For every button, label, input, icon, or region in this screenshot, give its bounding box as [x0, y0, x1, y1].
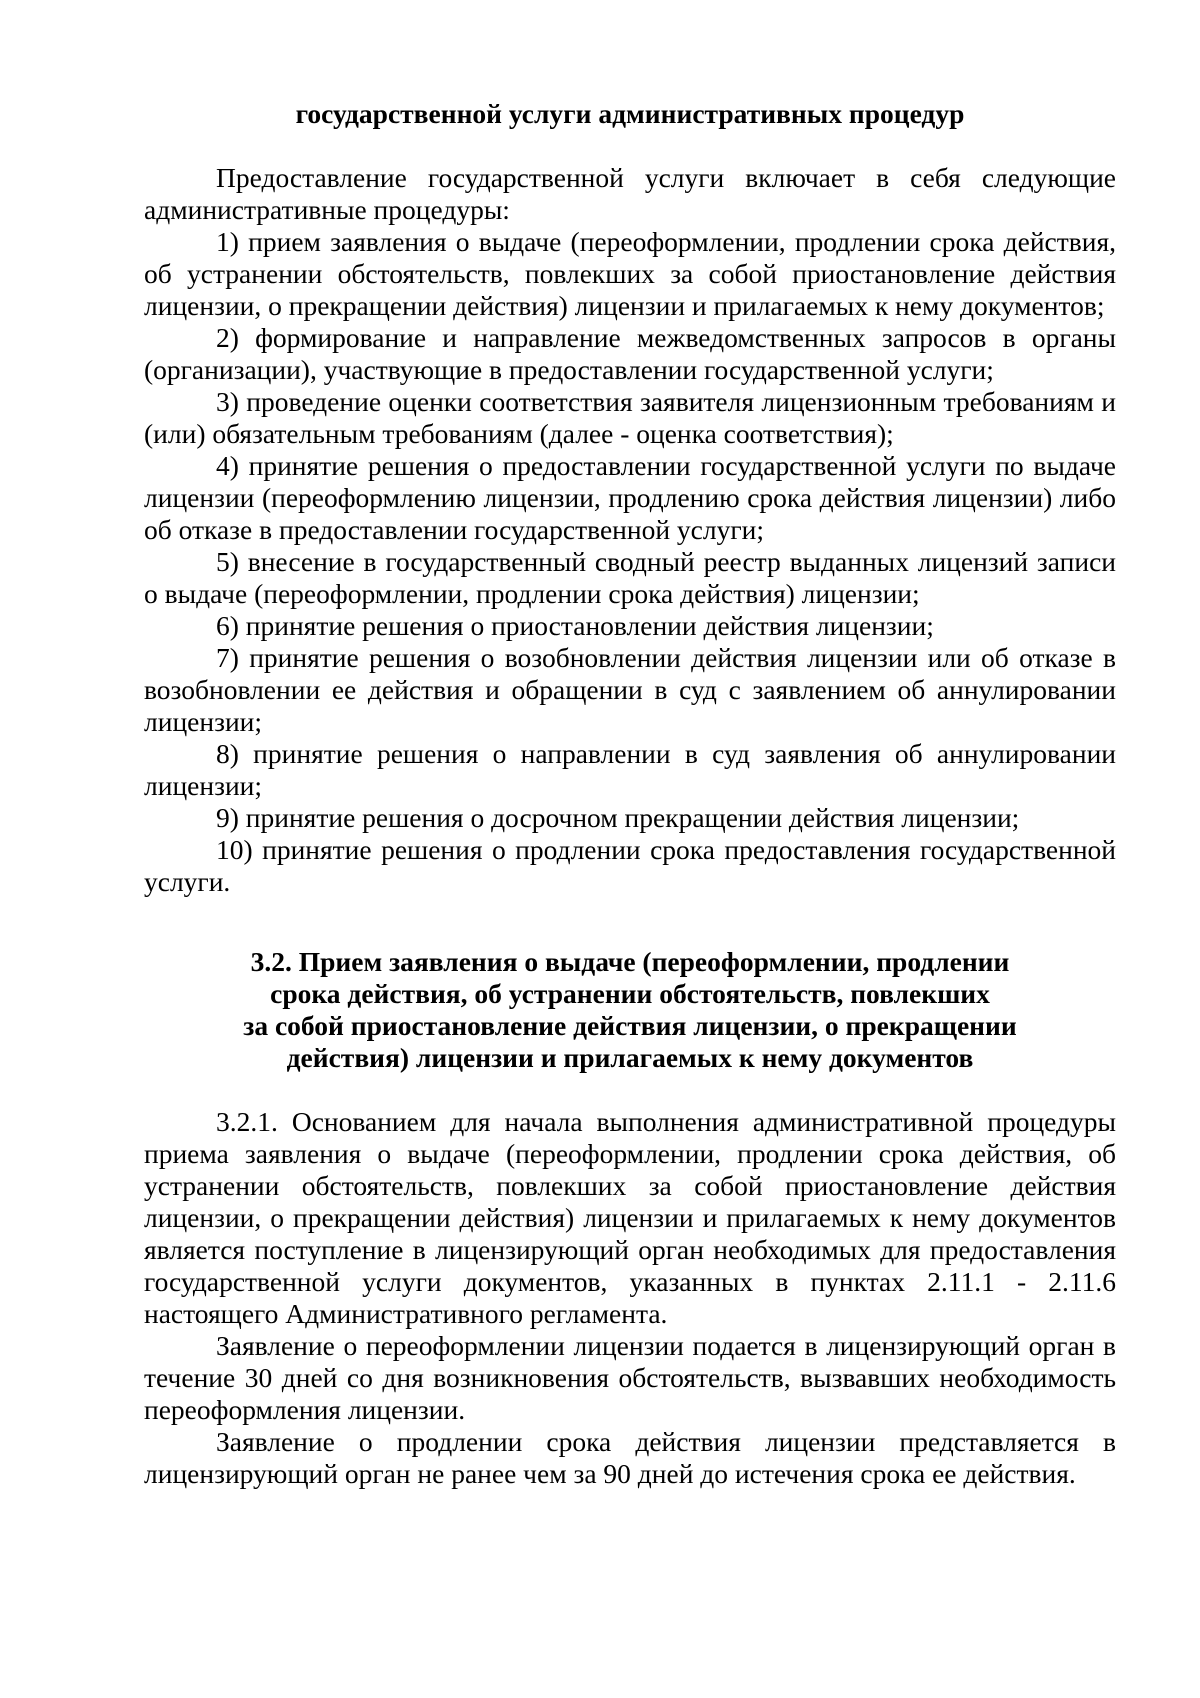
section-paragraph-basis: 3.2.1. Основанием для начала выполнения административной процедуры приема заявления о выдаче (переоформлении, продлении срока действия, об устранении обстоятельств, повлекших за собой приостановление действия лицензии, о прекращении действия) лицензии и прилагаемых к нему документов является поступление в лицензирующий орган необходимых для предоставления государственной услуги документов, указанных в пунктах 2.11.1 - 2.11.6 настоящего Административного регламента. [144, 1106, 1116, 1329]
section-heading-line: 3.2. Прием заявления о выдаче (переоформлении, продлении [250, 946, 1010, 977]
procedure-item-3: 3) проведение оценки соответствия заявителя лицензионным требованиям и (или) обязательным требованиям (далее - оценка соответствия); [144, 386, 1116, 449]
section-heading-line: действия) лицензии и прилагаемых к нему документов [286, 1042, 974, 1073]
procedure-item-8: 8) принятие решения о направлении в суд заявления об аннулировании лицензии; [144, 738, 1116, 801]
procedure-item-2: 2) формирование и направление межведомственных запросов в органы (организации), участвующие в предоставлении государственной услуги; [144, 322, 1116, 385]
section-heading [144, 946, 1116, 1074]
procedure-item-10: 10) принятие решения о продлении срока предоставления государственной услуги. [144, 834, 1116, 897]
procedure-item-5: 5) внесение в государственный сводный реестр выданных лицензий записи о выдаче (переоформлении, продлении срока действия) лицензии; [144, 546, 1116, 609]
section-heading-line: за собой приостановление действия лицензии, о прекращении [243, 1010, 1017, 1041]
document-page [144, 98, 1116, 1490]
intro-paragraph: Предоставление государственной услуги включает в себя следующие административные процедуры: [144, 162, 1116, 225]
section-paragraph-reissue: Заявление о переоформлении лицензии подается в лицензирующий орган в течение 30 дней со дня возникновения обстоятельств, вызвавших необходимость переоформления лицензии. [144, 1330, 1116, 1425]
section-paragraph-extension: Заявление о продлении срока действия лицензии представляется в лицензирующий орган не ранее чем за 90 дней до истечения срока ее действия. [144, 1426, 1116, 1489]
procedure-item-1: 1) прием заявления о выдаче (переоформлении, продлении срока действия, об устранении обстоятельств, повлекших за собой приостановление действия лицензии, о прекращении действия) лицензии и прилагаемых к нему документов; [144, 226, 1116, 321]
procedure-item-9: 9) принятие решения о досрочном прекращении действия лицензии; [216, 802, 1020, 833]
section-heading-line: срока действия, об устранении обстоятельств, повлекших [270, 978, 990, 1009]
procedure-item-6: 6) принятие решения о приостановлении действия лицензии; [216, 610, 934, 641]
procedure-item-4: 4) принятие решения о предоставлении государственной услуги по выдаче лицензии (переоформлению лицензии, продлению срока действия лицензии) либо об отказе в предоставлении государственной услуги; [144, 450, 1116, 545]
procedure-item-7: 7) принятие решения о возобновлении действия лицензии или об отказе в возобновлении ее действия и обращении в суд с заявлением об аннулировании лицензии; [144, 642, 1116, 737]
top-heading: государственной услуги административных процедур [295, 98, 965, 129]
